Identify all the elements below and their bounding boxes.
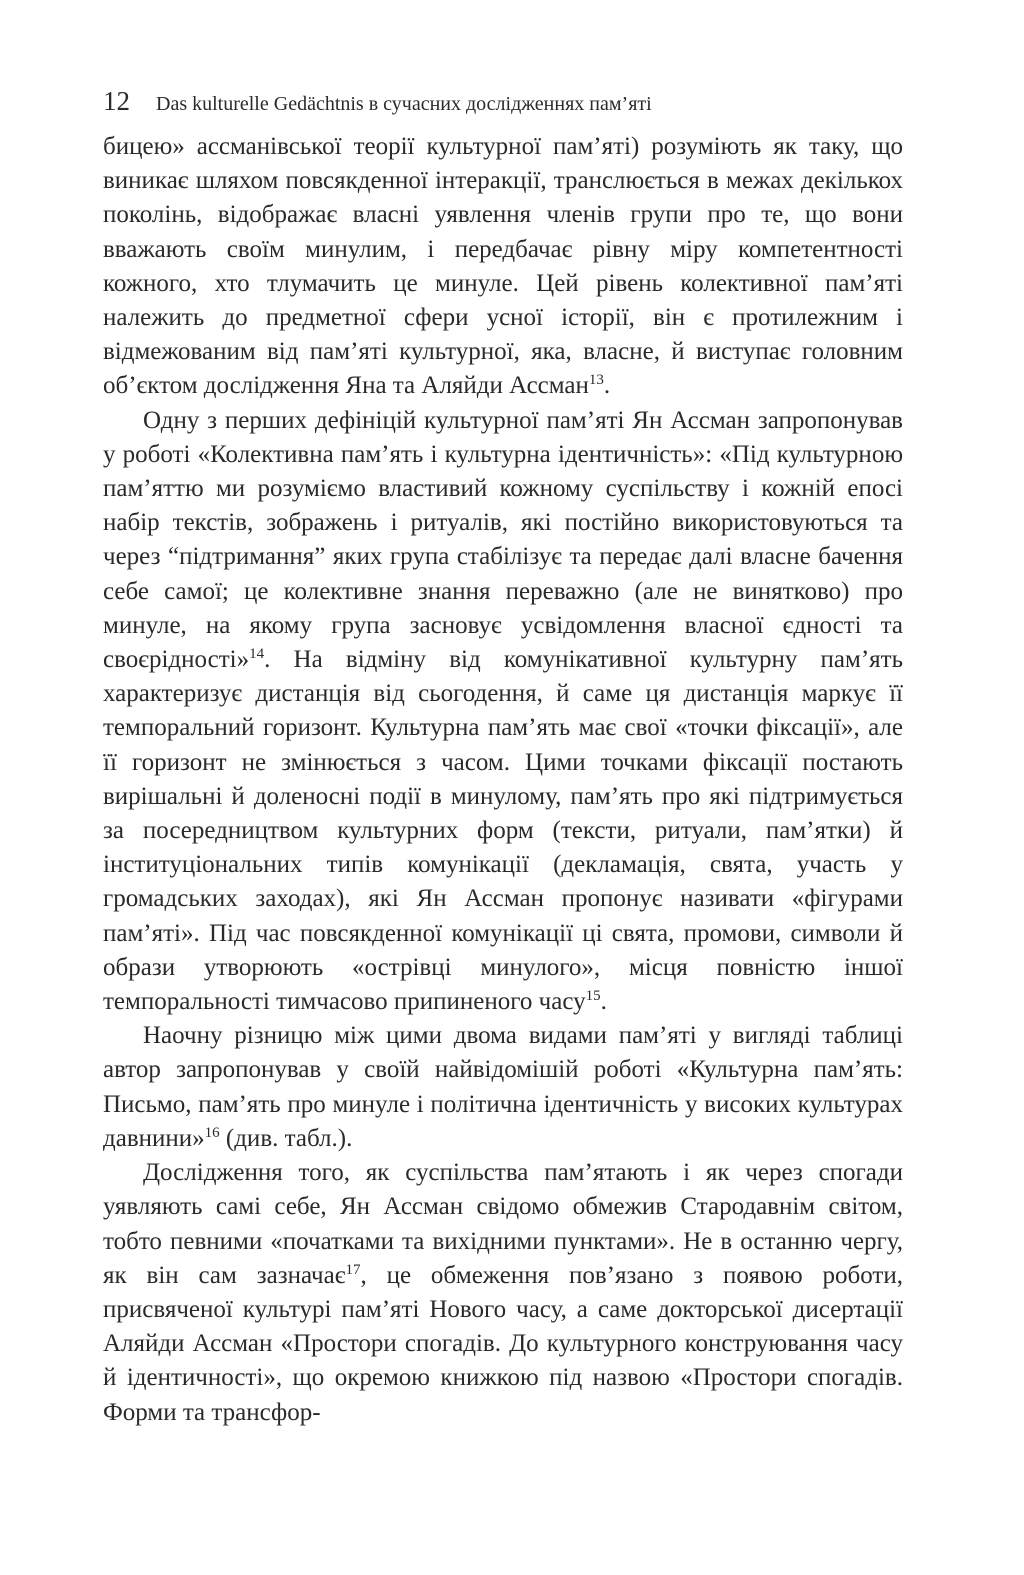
- paragraph: [103, 1019, 903, 1156]
- text-run: (див. табл.).: [219, 1124, 353, 1152]
- paragraph: [103, 130, 903, 404]
- footnote-ref[interactable]: 17: [345, 1261, 361, 1278]
- footnote-ref[interactable]: 14: [249, 646, 265, 663]
- running-head: [103, 86, 903, 117]
- text-run: Наочну різницю між цими двома видами пам’яті у вигляді таблиці автор запропонував у своїй найвідомішій роботі «Культурна пам’ять: Письмо, пам’ять про минуле і політична ідентичність у високих культурах давнини»: [103, 1022, 903, 1152]
- text-run: бицею» ассманівської теорії культурної пам’яті) розуміють як таку, що виникає шляхом повсякденної інтеракції, транслюється в межах декількох поколінь, відображає власні уявлення членів групи про те, що вони вважають своїм минулим, і передбачає рівну міру компетентності кожного, хто тлумачить це минуле. Цей рівень колективної пам’яті належить до предметної сфери усної історії, він є протилежним і відмежованим від пам’яті культурної, яка, власне, й виступає головним об’єктом дослідження Яна та Аляйди Ассман: [103, 133, 903, 400]
- text-run: . На відміну від комунікативної культурну пам’ять характеризує дистанція від сьогодення, й саме ця дистанція маркує її темпоральний горизонт. Культурна пам’ять має свої «точки фіксації», але її горизонт не змінюється з часом. Цими точками фіксації постають вирішальні й доленосні події в минулому, пам’ять про які підтримується за посередництвом культурних форм (тексти, ритуали, пам’ятки) й інституціональних типів комунікації (декламація, свята, участь у громадських заходах), які Ян Ассман пропонує називати «фігурами пам’яті». Під час повсякденної комунікації ці свята, промови, символи й образи утворюють «острівці минулого», місця повністю іншої темпоральності тимчасово припиненого часу: [103, 646, 903, 1016]
- text-run: Одну з перших дефініцій культурної пам’яті Ян Ассман запропонував у роботі «Колективна пам’ять і культурна ідентичність»: «Під культурною пам’яттю ми розуміємо властивий кожному суспільству і кожній епосі набір текстів, зображень і ритуалів, які постійно використовуються та через “підтримання” яких група стабілізує та передає далі власне бачення себе самої; це колективне знання переважно (але не винятково) про минуле, на якому група засновує усвідомлення власної єдності та своєрідності»: [103, 406, 903, 674]
- text-run: , це обмеження пов’язано з появою роботи, присвяченої культурі пам’яті Нового часу, а саме докторської дисертації Аляйди Ассман «Простори спогадів. До культурного конструювання часу й ідентичності», що окремою книжкою під назвою «Простори спогадів. Форми та трансфор-: [103, 1261, 903, 1426]
- page-number: 12: [103, 86, 130, 116]
- footnote-ref[interactable]: 13: [588, 372, 604, 389]
- paragraph: [103, 404, 903, 1020]
- text-run: .: [603, 372, 611, 400]
- paragraph: [103, 1156, 903, 1430]
- running-head-title: Das kulturelle Gedächtnis в сучасних дослідженнях пам’яті: [156, 93, 652, 115]
- footnote-ref[interactable]: 15: [585, 988, 601, 1005]
- footnote-ref[interactable]: 16: [204, 1124, 220, 1141]
- text-run: .: [600, 988, 607, 1016]
- body-text: [103, 130, 903, 1430]
- text-run: Дослідження того, як суспільства пам’ятають і як через спогади уявляють самі себе, Ян Ассман свідомо обмежив Стародавнім світом, тобто певними «початками та вихідними пунктами». Не в останню чергу, як він сам зазначає: [103, 1159, 903, 1289]
